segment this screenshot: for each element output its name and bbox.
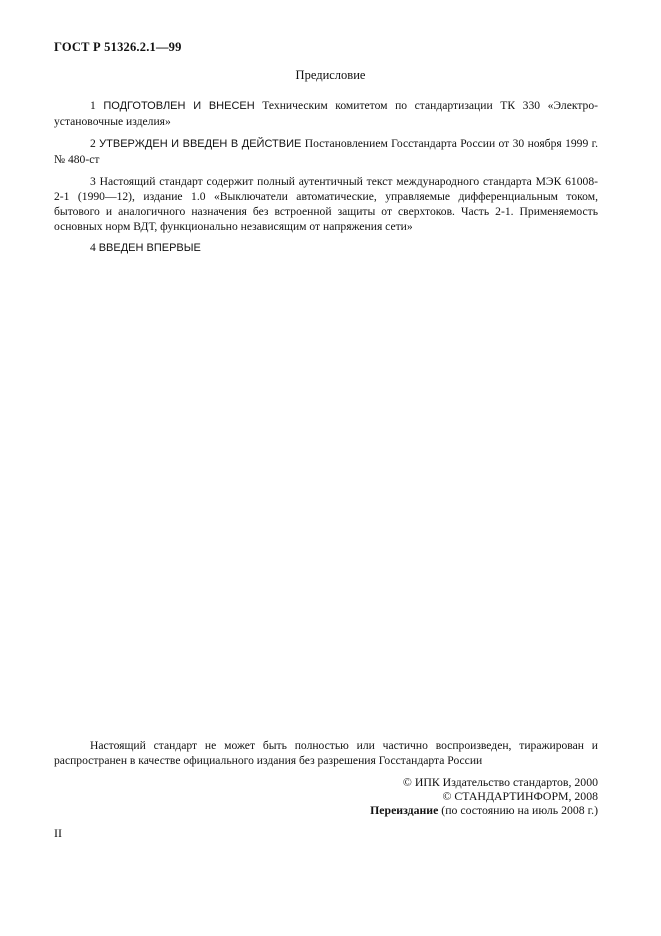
item-text: Настоящий стандарт содержит полный аутентичный текст международного стандарта МЭК 61008-2-1 (1990—12), издание 1.0 «Выключатели автоматические, управляемые дифференциальным током, бытового и аналогичного назначения без встроенной защиты от сверхтоков. Часть 2-1. Применяемость основных норм ВДТ, функционально независящим от напряжения сети» xyxy=(54,175,598,233)
item-number: 3 xyxy=(90,175,96,188)
item-number: 1 xyxy=(90,99,96,112)
item-number: 2 xyxy=(90,137,96,150)
item-lead: ПОДГОТОВЛЕН И ВНЕСЕН xyxy=(103,100,255,112)
item-lead: ВВЕДЕН ВПЕРВЫЕ xyxy=(98,242,201,254)
foreword-item-2 xyxy=(54,136,598,167)
item-text: Постановлением Госстандарта России от 30 ноября 1999 г. № 480-ст xyxy=(54,137,598,166)
foreword-item-3 xyxy=(54,174,598,234)
copyright-line-1: © ИПК Издательство стандартов, 2000 xyxy=(402,775,598,789)
item-lead: УТВЕРЖДЕН И ВВЕДЕН В ДЕЙСТВИЕ xyxy=(99,138,302,150)
reissue-line xyxy=(370,803,598,817)
page-title: Предисловие xyxy=(295,68,366,82)
reissue-label: Переиздание xyxy=(370,803,439,817)
item-number: 4 xyxy=(90,241,96,254)
reproduction-notice: Настоящий стандарт не может быть полностью или частично воспроизведен, тиражирован и распространен в качестве официального издания без разрешения Госстандарта России xyxy=(54,739,598,767)
document-header: ГОСТ Р 51326.2.1—99 xyxy=(54,40,182,54)
copyright-line-2: © СТАНДАРТИНФОРМ, 2008 xyxy=(442,789,598,803)
copyright-block xyxy=(370,775,598,817)
item-text: Техническим комитетом по стандартизации ТК 330 «Электро-установочные изделия» xyxy=(54,99,598,128)
foreword-item-4 xyxy=(54,240,598,256)
reissue-note: (по состоянию на июль 2008 г.) xyxy=(441,803,598,817)
foreword-item-1 xyxy=(54,98,598,129)
page-number: II xyxy=(54,826,62,840)
